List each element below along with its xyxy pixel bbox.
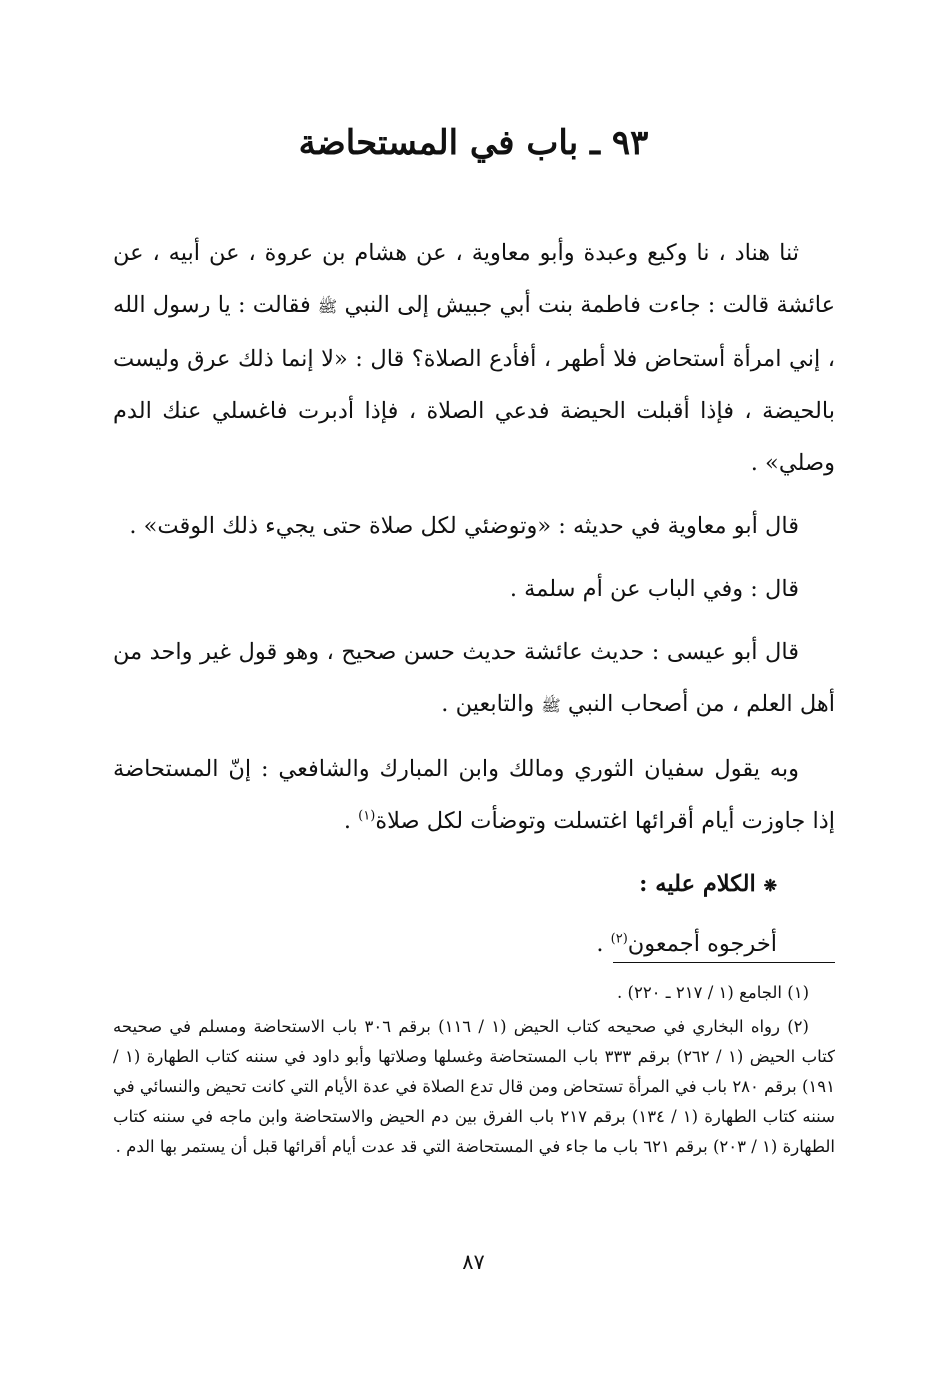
footnote-reference[interactable]: (١) xyxy=(358,808,376,824)
text-segment: ثنا هناد ، نا وكيع وعبدة وأبو معاوية ، عن هشام بن عروة ، عن أبيه ، عن عائشة قالت : جاءت فاطمة بنت أبي جبيش إلى النبي xyxy=(113,240,835,318)
text-segment: فقالت : يا رسول الله ، إني امرأة أستحاض فلا أطهر ، أفأدع الصلاة؟ قال : «لا إنما ذلك عرق وليست بالحيضة ، فإذا أقبلت الحيضة فدعي الصلاة ، فإذا أدبرت فاغسلي عنك الدم وصلي» . xyxy=(113,292,835,476)
page-number: ٨٧ xyxy=(462,1250,485,1274)
grading-paragraph xyxy=(113,626,835,732)
text-segment: . xyxy=(596,931,611,957)
salawat-glyph: ﷺ xyxy=(541,696,561,715)
footnote-1: (١) الجامع (١ / ٢١٧ ـ ٢٢٠) . xyxy=(617,983,809,1002)
text-segment: أخرجوه أجمعون xyxy=(627,931,777,957)
text-segment: وبه يقول سفيان الثوري ومالك وابن المبارك والشافعي : إنّ المستحاضة إذا جاوزت أيام أقرائها اغتسلت وتوضأت لكل صلاة xyxy=(113,756,835,834)
footnote-2: (٢) رواه البخاري في صحيحه كتاب الحيض (١ / ١١٦) برقم ٣٠٦ باب الاستحاضة ومسلم في صحيحه كتاب الحيض (١ / ٢٦٢) برقم ٣٣٣ باب المستحاضة وغسلها وصلاتها وأبو داود في سننه كتاب الطهارة (١ / ١٩١) برقم ٢٨٠ باب في المرأة تستحاض ومن قال تدع الصلاة في عدة الأيام التي كانت تحيض والنسائي في سننه كتاب الطهارة (١ / ١٣٤) برقم ٢١٧ باب الفرق بين دم الحيض والاستحاضة وابن ماجه في سننه كتاب الطهارة (١ / ٢٠٣) برقم ٦٢١ باب ما جاء في المستحاضة التي قد عدت أيام أقرائها قبل أن يستمر بها الدم . xyxy=(113,1017,835,1156)
hadith-paragraph xyxy=(113,227,835,489)
chapter-references-paragraph: قال : وفي الباب عن أم سلمة . xyxy=(509,576,799,602)
star-ornament-icon: ❋ xyxy=(763,876,777,895)
text-segment: . xyxy=(343,808,359,834)
main-text xyxy=(113,227,835,981)
footnote-reference[interactable]: (٢) xyxy=(610,931,628,947)
text-segment: قال أبو عيسى : حديث عائشة حديث حسن صحيح ، وهو قول غير واحد من أهل العلم ، من أصحاب النبي xyxy=(113,639,835,717)
scholars-opinion-paragraph xyxy=(113,743,835,847)
text-segment: والتابعين . xyxy=(441,691,542,717)
footnote-divider xyxy=(613,962,835,963)
salawat-glyph: ﷺ xyxy=(317,297,338,316)
narrator-note-paragraph: قال أبو معاوية في حديثه : «وتوضئي لكل صلاة حتى يجيء ذلك الوقت» . xyxy=(129,513,799,539)
discussion-heading-text: الكلام عليه : xyxy=(639,871,756,897)
discussion-heading xyxy=(113,858,835,912)
footnotes xyxy=(113,978,835,1166)
chapter-title: ٩٣ ـ باب في المستحاضة xyxy=(298,123,649,163)
